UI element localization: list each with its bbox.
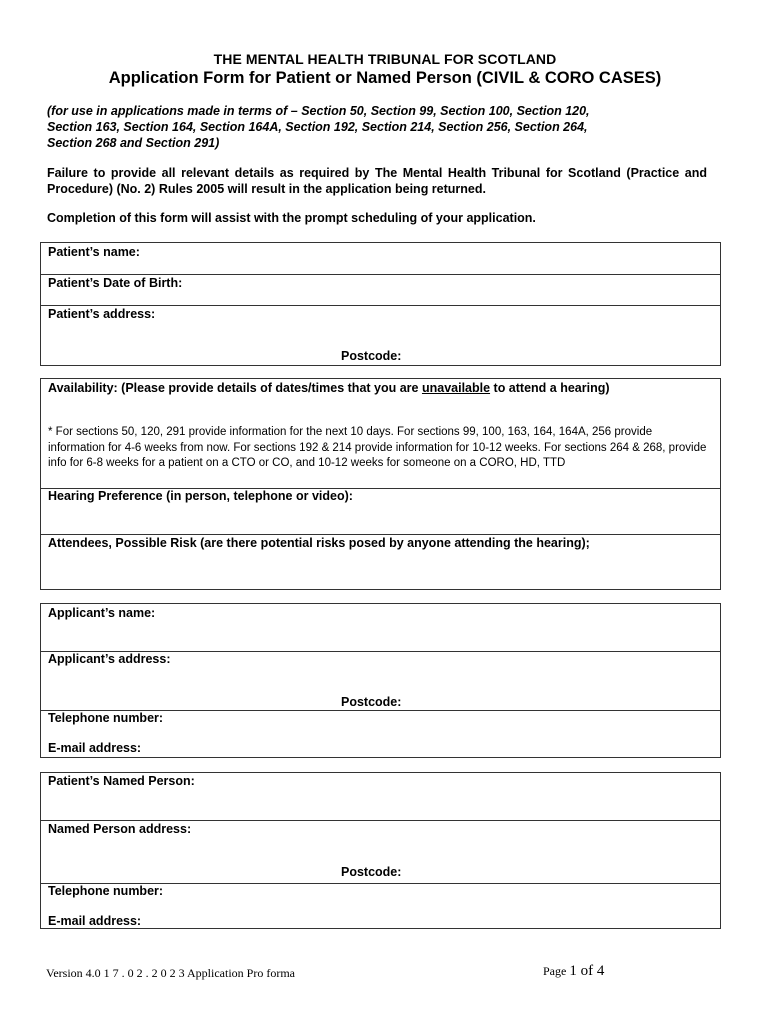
- patient-address-field[interactable]: [41, 305, 720, 365]
- page-number: Page 1 of 4: [543, 963, 605, 979]
- applicant-address-field[interactable]: [41, 651, 720, 710]
- applicant-address-label: Applicant’s address:: [48, 652, 171, 666]
- named-person-field[interactable]: [41, 773, 720, 820]
- applicant-postcode-label: Postcode:: [341, 695, 402, 709]
- hearing-preference-field[interactable]: [41, 488, 720, 534]
- named-person-label: Patient’s Named Person:: [48, 774, 195, 788]
- named-person-box: [40, 772, 721, 929]
- version-footer: Version 4.0 1 7 . 0 2 . 2 0 2 3 Application Pro forma: [46, 966, 295, 980]
- availability-box: [40, 378, 721, 590]
- availability-field[interactable]: [41, 379, 720, 488]
- named-person-contact-field[interactable]: [41, 883, 720, 928]
- patient-details-box: [40, 242, 721, 366]
- intro-line-3: Section 268 and Section 291): [47, 136, 220, 150]
- patient-address-label: Patient’s address:: [48, 307, 156, 321]
- attendees-risk-field[interactable]: [41, 534, 720, 589]
- applicant-email-label: E-mail address:: [48, 741, 142, 755]
- hearing-preference-label: Hearing Preference (in person, telephone or video):: [48, 489, 353, 503]
- availability-label: Availability: (Please provide details of dates/times that you are unavailable to attend a hearing): [48, 381, 610, 395]
- availability-note: * For sections 50, 120, 291 provide information for the next 10 days. For sections 99, 100, 163, 164, 164A, 256 provide information for 4-6 weeks from now. For sections 192 & 214 provide information for 10-12 weeks. For sections 264 & 268, provide info for 6-8 weeks for a patient on a CTO or CO, and 10-12 weeks for someone on a CORO, HD, TTD: [48, 426, 707, 469]
- intro-line-1: (for use in applications made in terms of – Section 50, Section 99, Section 100, Section 120,: [47, 104, 590, 118]
- intro-line-2: Section 163, Section 164, Section 164A, Section 192, Section 214, Section 256, Section 264,: [47, 120, 588, 134]
- named-person-address-field[interactable]: [41, 820, 720, 883]
- applicant-contact-field[interactable]: [41, 710, 720, 757]
- patient-name-field[interactable]: [41, 243, 720, 274]
- patient-postcode-label: Postcode:: [341, 349, 402, 363]
- applicant-name-field[interactable]: [41, 604, 720, 651]
- completion-notice: Completion of this form will assist with the prompt scheduling of your application.: [47, 211, 536, 225]
- applicant-name-label: Applicant’s name:: [48, 606, 156, 620]
- failure-notice: Failure to provide all relevant details as required by The Mental Health Tribunal for Scotland (Practice and Procedure) (No. 2) Rules 2005 will result in the application being returned.: [47, 166, 707, 196]
- named-person-email-label: E-mail address:: [48, 914, 142, 928]
- applicant-phone-label: Telephone number:: [48, 711, 164, 725]
- named-person-phone-label: Telephone number:: [48, 884, 164, 898]
- patient-dob-field[interactable]: [41, 274, 720, 305]
- unavailable-emphasis: unavailable: [421, 381, 491, 395]
- patient-dob-label: Patient’s Date of Birth:: [48, 276, 183, 290]
- patient-name-label: Patient’s name:: [48, 245, 140, 259]
- form-subtitle: Application Form for Patient or Named Person (CIVIL & CORO CASES): [108, 69, 662, 87]
- intro-sections: [47, 103, 707, 151]
- named-person-address-label: Named Person address:: [48, 822, 192, 836]
- page-number-value: 1 of 4: [569, 963, 605, 979]
- attendees-risk-label: Attendees, Possible Risk (are there potential risks posed by anyone attending the hearing);: [48, 536, 590, 550]
- named-person-postcode-label: Postcode:: [341, 865, 402, 879]
- applicant-box: [40, 603, 721, 758]
- page-title: THE MENTAL HEALTH TRIBUNAL FOR SCOTLAND: [213, 51, 557, 67]
